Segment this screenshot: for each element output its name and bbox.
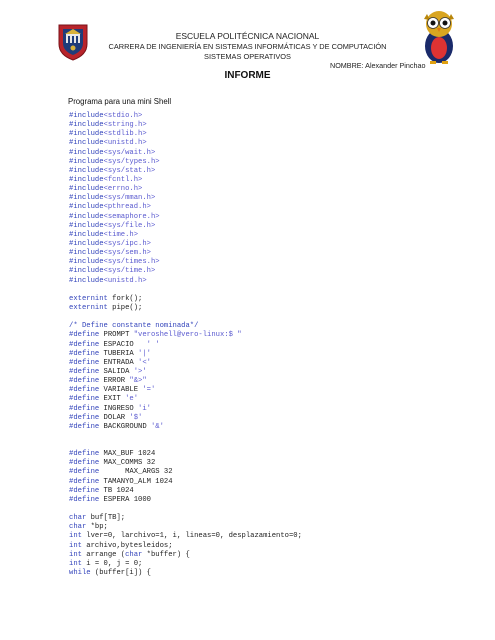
code-token: #include [69,230,104,239]
code-line [69,423,302,432]
code-line [69,258,302,267]
code-token: #include [69,112,104,120]
code-line [69,523,302,532]
code-token: <unistd.h> [103,139,147,148]
code-token: #include [69,166,104,175]
code-token: <sys/times.h> [103,258,160,267]
code-token: (buffer[i]) { [90,569,151,578]
code-token: EXIT [99,395,126,404]
code-line [69,185,302,194]
code-token: #define [69,422,100,431]
code-token: #define [69,367,100,376]
code-line [69,459,302,468]
author-name: NOMBRE: Alexander Pinchao [330,61,426,70]
code-line [69,194,302,203]
code-token: #define [69,358,100,367]
code-token: #include [69,276,104,285]
code-token: '=' [142,386,156,395]
code-token: ESPERA 1000 [99,495,151,504]
code-token: char [125,550,143,559]
code-token: '$' [129,413,143,422]
code-token: i = 0, j = 0; [81,559,143,568]
code-token: <sys/stat.h> [103,166,156,175]
code-token: #define [69,377,100,386]
code-token: #include [69,157,104,166]
document-title: INFORME [224,70,271,81]
code-line [69,322,302,331]
code-token: ESPACIO [99,340,147,349]
code-line [69,532,302,541]
code-token: #define [69,413,100,422]
code-line [69,468,302,477]
code-line [69,405,302,414]
code-token: #include [69,221,104,230]
code-token: <stdlib.h> [103,130,147,139]
code-line [69,130,302,139]
code-token: #include [69,267,104,276]
code-line [69,167,302,176]
code-line [69,505,302,514]
code-token: ERROR [99,377,130,386]
code-token: <sys/wait.h> [103,148,156,157]
code-token: char [69,523,87,532]
code-token: ENTRADA [99,358,139,367]
school-name: ESCUELA POLITÉCNICA NACIONAL [175,31,320,41]
code-token: #define [69,349,100,358]
code-token: PROMPT [99,331,134,340]
code-line [69,176,302,185]
code-token: "veroshell@vero-linux:$ " [133,331,242,340]
code-line [69,359,302,368]
code-token: #define [69,395,100,404]
code-token: <sys/sem.h> [103,249,151,258]
code-token: lver=0, larchivo=1, i, lineas=0, desplazamiento=0; [81,532,302,541]
code-token: <string.h> [103,121,147,130]
code-line [69,341,302,350]
code-token: '>' [133,367,147,376]
code-line [69,295,302,304]
code-token: <sys/mman.h> [103,194,156,203]
code-token: #include [69,203,104,212]
code-token: <errno.h> [103,185,143,194]
code-token: #include [69,121,104,130]
code-token: MAX_ARGS 32 [99,468,173,477]
code-line [69,432,302,441]
code-token: <unistd.h> [103,276,147,285]
code-token: #include [69,249,104,258]
code-token: INGRESO [99,404,139,413]
code-line [69,313,302,322]
code-line [69,158,302,167]
code-token: #define [69,404,100,413]
code-token: 'e' [125,395,139,404]
code-token: #define [69,386,100,395]
code-token: #include [69,139,104,148]
code-token: #include [69,185,104,194]
code-token: #define [69,495,100,504]
code-line [69,496,302,505]
code-token: '&' [150,422,164,431]
code-line [69,450,302,459]
code-token: #define [69,340,100,349]
code-line [69,213,302,222]
document-subtitle: Programa para una mini Shell [68,97,172,106]
code-line [69,304,302,313]
code-token: DOLAR [99,413,130,422]
code-line [69,231,302,240]
code-token: int [69,550,82,559]
code-token: int [69,541,82,550]
code-token: #define [69,486,100,495]
code-token: <semaphore.h> [103,212,160,221]
code-token: #define [69,331,100,340]
code-line [69,487,302,496]
code-line [69,203,302,212]
code-line [69,249,302,258]
code-line [69,377,302,386]
code-token: <sys/file.h> [103,221,156,230]
code-token: <sys/types.h> [103,157,160,166]
code-line [69,414,302,423]
code-token: '<' [138,358,151,367]
code-token: ' ' [146,340,160,349]
code-token: #define [69,450,100,459]
code-token: int [69,559,82,568]
code-token: #define [69,459,100,468]
code-line [69,542,302,551]
code-token: while [69,569,91,578]
code-token: #include [69,148,104,157]
code-token: externint [69,294,108,303]
code-line [69,478,302,487]
code-token: BACKGROUND [99,422,151,431]
code-token: pipe(); [107,303,143,312]
code-line [69,222,302,231]
code-line [69,240,302,249]
code-token: externint [69,303,108,312]
code-line [69,514,302,523]
code-token: #include [69,175,104,184]
code-line [69,121,302,130]
code-token: fork(); [107,294,143,303]
code-token: /* Define constante nominada*/ [69,322,199,331]
code-token: <pthread.h> [103,203,151,212]
code-token: char [69,514,87,523]
code-token: <sys/ipc.h> [103,239,151,248]
code-token: #define [69,477,100,486]
code-token: MAX_BUF 1024 [99,450,156,459]
code-token: *buffer) { [142,550,190,559]
code-token: MAX_COMMS 32 [99,459,156,468]
code-token: *bp; [86,523,108,532]
code-token: "&>" [129,377,147,386]
code-line [69,350,302,359]
code-token: #include [69,212,104,221]
code-listing [69,112,302,578]
code-line [69,149,302,158]
code-token: int [69,532,82,541]
code-token: #include [69,194,104,203]
code-token: TAMANYO_ALM 1024 [99,477,173,486]
code-line [69,286,302,295]
code-token: <fcntl.h> [103,175,143,184]
code-line [69,560,302,569]
code-line [69,267,302,276]
code-line [69,331,302,340]
code-token: <sys/time.h> [103,267,156,276]
code-token: TB 1024 [99,486,134,495]
code-line [69,395,302,404]
code-token: VARIABLE [99,386,143,395]
code-token: TUBERIA [99,349,139,358]
code-line [69,139,302,148]
code-token: #include [69,130,104,139]
code-token: buf[TB]; [86,514,126,523]
code-token: #define [69,468,100,477]
code-token: <stdio.h> [103,112,143,120]
code-token: arrange ( [81,550,126,559]
code-line [69,112,302,121]
code-line [69,386,302,395]
code-token: 'i' [138,404,151,413]
code-token: #include [69,258,104,267]
code-token: archivo,bytesleidos; [81,541,173,550]
code-token: SALIDA [99,367,134,376]
code-line [69,368,302,377]
code-line [69,569,302,578]
code-line [69,551,302,560]
code-line [69,441,302,450]
code-token: '|' [138,349,151,358]
career-name: CARRERA DE INGENIERÍA EN SISTEMAS INFORMÁTICAS Y DE COMPUTACIÓN [108,42,387,51]
subject-name: SISTEMAS OPERATIVOS [204,52,291,61]
code-token: <time.h> [103,230,139,239]
code-token: #include [69,239,104,248]
code-line [69,277,302,286]
